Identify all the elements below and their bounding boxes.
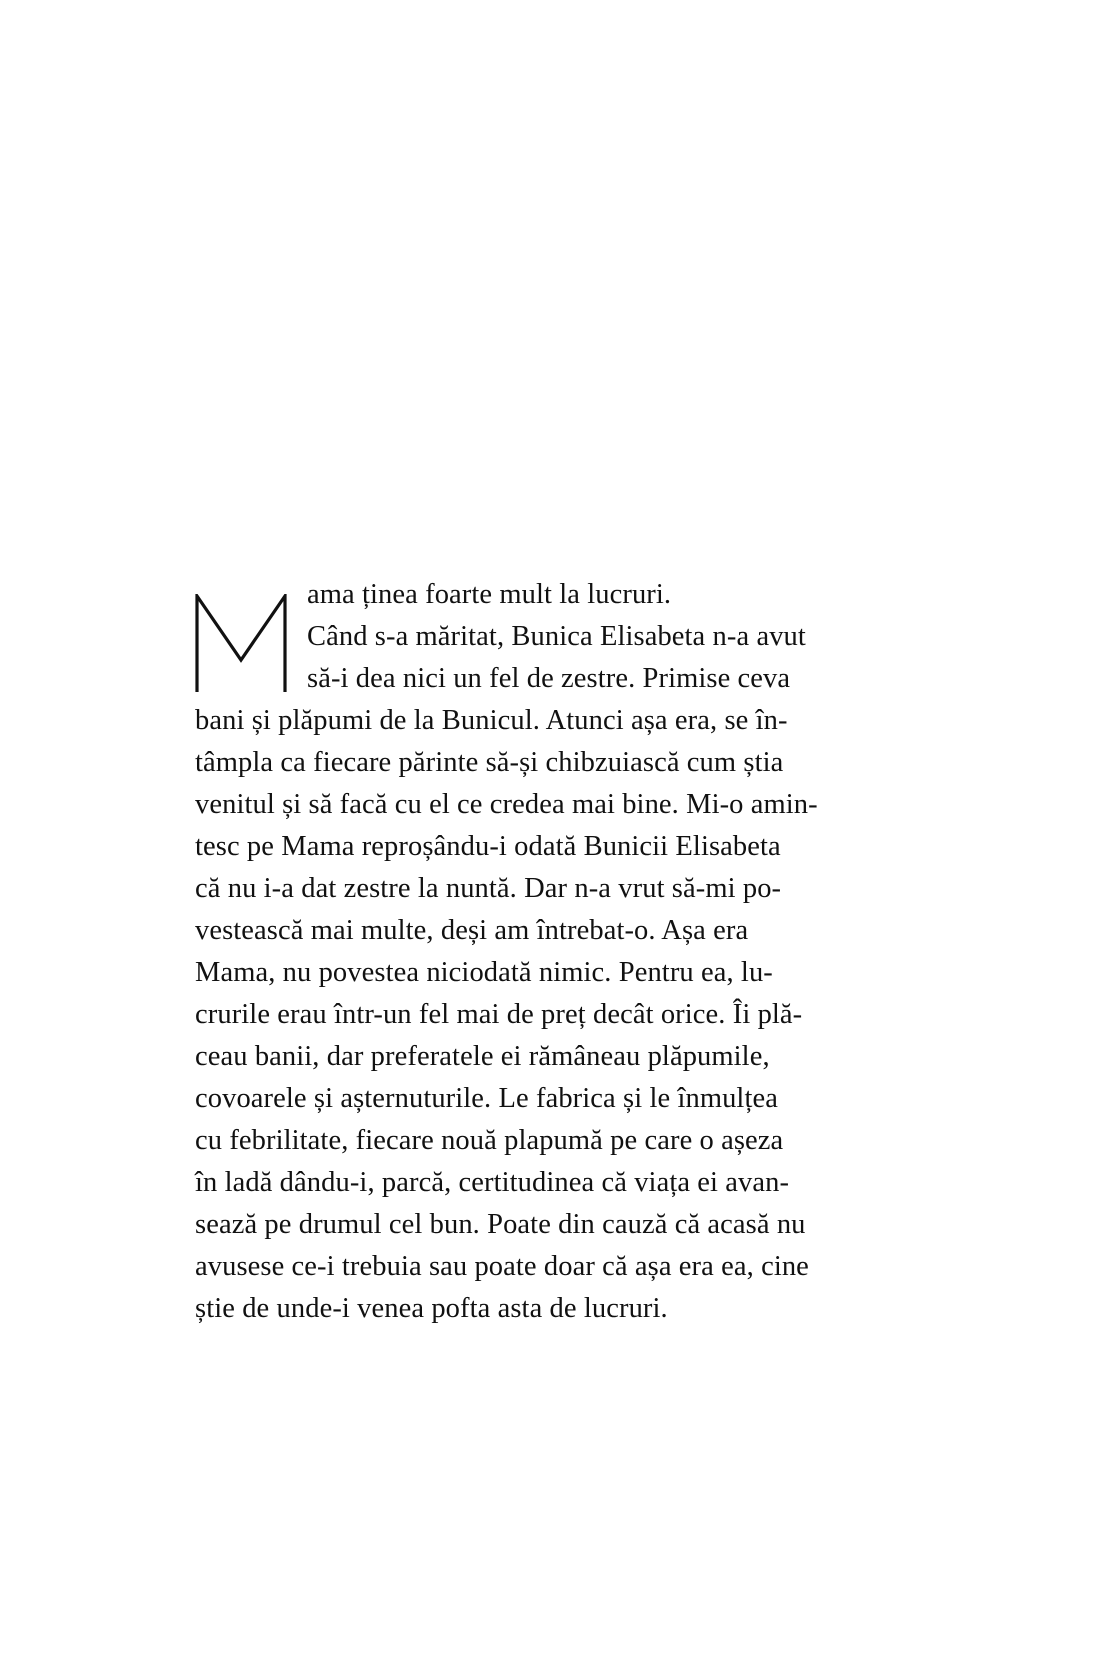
text-line-16: sează pe drumul cel bun. Poate din cauză că acasă nu — [195, 1209, 806, 1240]
text-line-11: crurile erau într-un fel mai de preț decât orice. Îi plă- — [195, 999, 803, 1030]
text-line-14: cu febrilitate, fiecare nouă plapumă pe care o așeza — [195, 1125, 784, 1156]
text-line-1: ama ținea foarte mult la lucruri. — [307, 579, 672, 610]
text-line-9: vestească mai multe, deși am întrebat-o. Așa era — [195, 915, 749, 946]
text-line-5: tâmpla ca fiecare părinte să-și chibzuiască cum știa — [195, 747, 784, 778]
text-line-13: covoarele și așternuturile. Le fabrica și le înmulțea — [195, 1083, 778, 1114]
text-line-4: bani și plăpumi de la Bunicul. Atunci așa era, se în- — [195, 705, 788, 736]
text-line-10: Mama, nu povestea niciodată nimic. Pentru ea, lu- — [195, 957, 773, 988]
text-line-2: Când s-a măritat, Bunica Elisabeta n-a avut — [307, 621, 806, 652]
text-line-15: în ladă dându-i, parcă, certitudinea că viața ei avan- — [195, 1167, 790, 1198]
text-line-12: ceau banii, dar preferatele ei rămâneau plăpumile, — [195, 1041, 770, 1072]
text-line-18: știe de unde-i venea pofta asta de lucruri. — [195, 1293, 668, 1324]
drop-cap-letter — [195, 594, 287, 694]
text-line-7: tesc pe Mama reproșându-i odată Bunicii Elisabeta — [195, 831, 781, 862]
text-line-6: venitul și să facă cu el ce credea mai bine. Mi-o amin- — [195, 789, 818, 820]
text-line-8: că nu i-a dat zestre la nuntă. Dar n-a vrut să-mi po- — [195, 873, 782, 904]
text-line-3: să-i dea nici un fel de zestre. Primise ceva — [307, 663, 791, 694]
text-line-17: avusese ce-i trebuia sau poate doar că așa era ea, cine — [195, 1251, 809, 1282]
